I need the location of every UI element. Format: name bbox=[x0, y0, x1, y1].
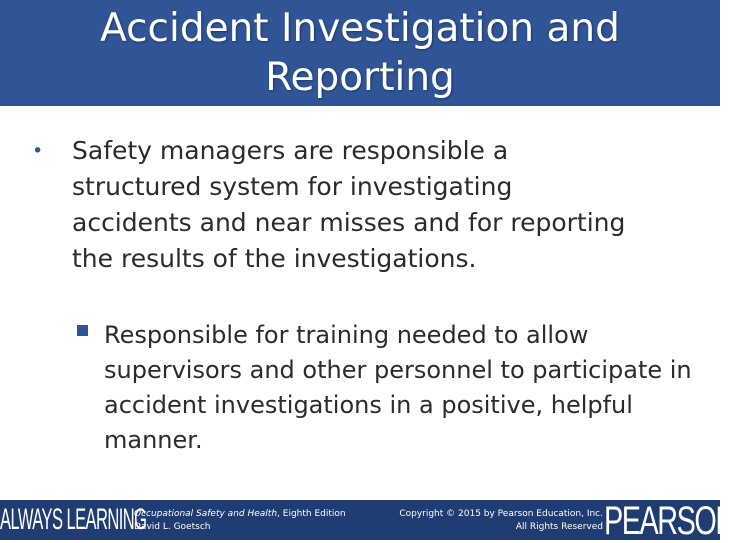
footer bbox=[0, 499, 735, 543]
always-learning-logo: ALWAYS LEARNING bbox=[0, 503, 147, 536]
bullet-main: Safety managers are responsible a structured system for investigating accidents and near misses and for reporting the results of the investigations. bbox=[72, 136, 626, 273]
book-info bbox=[134, 508, 346, 534]
copyright bbox=[385, 508, 603, 534]
copyright-line: Copyright © 2015 by Pearson Education, Inc. bbox=[399, 509, 603, 519]
bullet-marker: • bbox=[32, 140, 44, 162]
book-edition: , Eighth Edition bbox=[277, 509, 346, 519]
slide-title: Accident Investigation and Reporting bbox=[100, 6, 620, 100]
sub-bullet-marker bbox=[77, 325, 88, 336]
pearson-logo: PEARSON bbox=[604, 499, 735, 543]
bullet-sub: Responsible for training needed to allow supervisors and other personnel to participate in accident investigations in a positive, helpful manner. bbox=[104, 321, 692, 454]
rights-line: All Rights Reserved bbox=[515, 522, 603, 532]
book-title: Occupational Safety and Health bbox=[134, 509, 278, 519]
book-author: David L. Goetsch bbox=[134, 522, 211, 532]
title-bar bbox=[0, 0, 720, 106]
